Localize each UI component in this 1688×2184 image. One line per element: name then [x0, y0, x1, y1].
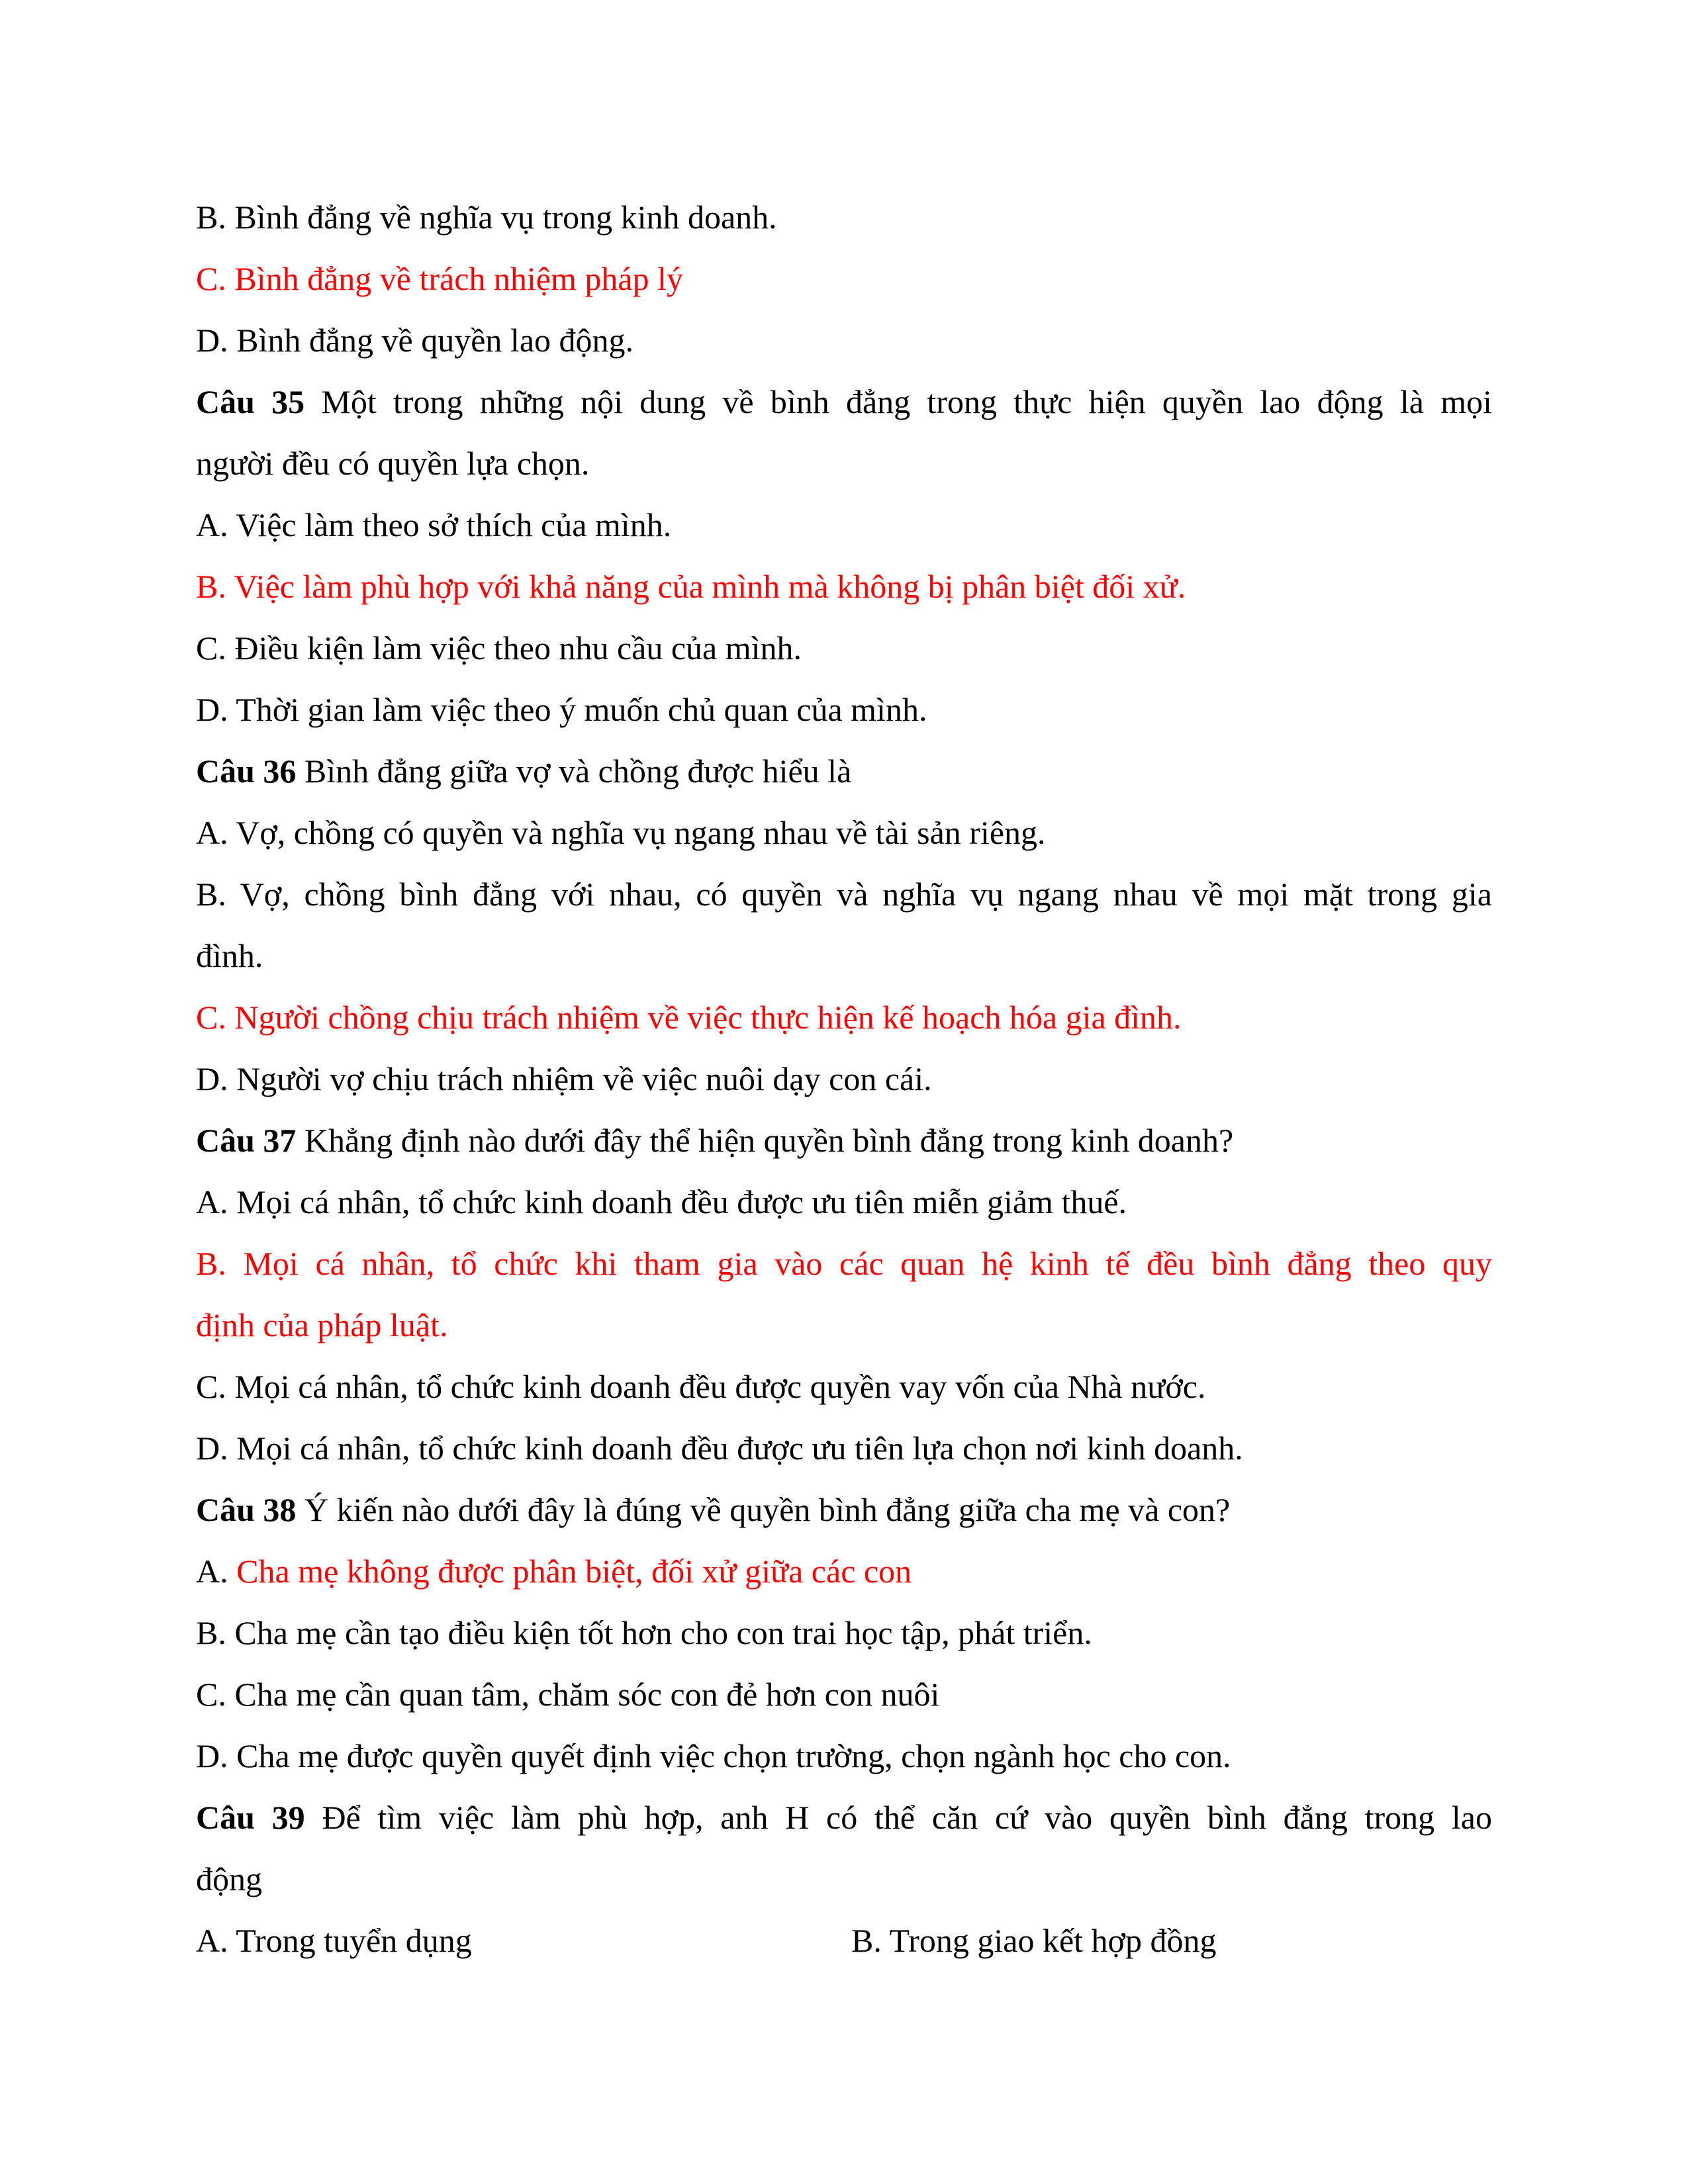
q39-options-row — [196, 1910, 1492, 1972]
q37-number: Câu 37 — [196, 1122, 297, 1159]
q37-stem — [196, 1110, 1492, 1171]
q35-option-b-answer: B. Việc làm phù hợp với khả năng của mình mà không bị phân biệt đối xử. — [196, 568, 1186, 605]
q37-option-d: D. Mọi cá nhân, tổ chức kinh doanh đều được ưu tiên lựa chọn nơi kinh doanh. — [196, 1430, 1243, 1467]
q35-number: Câu 35 — [196, 383, 305, 420]
q35-option-d: D. Thời gian làm việc theo ý muốn chủ quan của mình. — [196, 691, 927, 728]
q36-option-b-line2: đình. — [196, 937, 263, 974]
q35-stem-line2: người đều có quyền lựa chọn. — [196, 445, 590, 482]
q35-option-c: C. Điều kiện làm việc theo nhu cầu của mình. — [196, 629, 802, 666]
q37-option-a: A. Mọi cá nhân, tổ chức kinh doanh đều được ưu tiên miễn giảm thuế. — [196, 1183, 1127, 1220]
q39-stem-text: Để tìm việc làm phù hợp, anh H có thể căn cứ vào quyền bình đẳng trong lao — [305, 1799, 1492, 1836]
q36-stem-text: Bình đẳng giữa vợ và chồng được hiểu là — [296, 752, 852, 790]
q39-option-a: A. Trong tuyển dụng — [196, 1922, 472, 1959]
q35-stem-line1 — [196, 371, 1492, 433]
q35-option-a: A. Việc làm theo sở thích của mình. — [196, 506, 672, 543]
q34-option-b: B. Bình đẳng về nghĩa vụ trong kinh doanh. — [196, 199, 777, 236]
q39-number: Câu 39 — [196, 1799, 305, 1836]
q38-option-a-prefix: A. — [196, 1553, 237, 1590]
q38-number: Câu 38 — [196, 1491, 297, 1528]
q36-stem — [196, 741, 1492, 802]
q34-option-c-answer: C. Bình đẳng về trách nhiệm pháp lý — [196, 260, 683, 297]
q36-option-a: A. Vợ, chồng có quyền và nghĩa vụ ngang nhau về tài sản riêng. — [196, 814, 1046, 851]
q38-option-c: C. Cha mẹ cần quan tâm, chăm sóc con đẻ hơn con nuôi — [196, 1676, 940, 1713]
q38-option-a — [196, 1541, 1492, 1602]
q36-number: Câu 36 — [196, 752, 297, 790]
q38-option-d: D. Cha mẹ được quyền quyết định việc chọn trường, chọn ngành học cho con. — [196, 1737, 1231, 1774]
q37-stem-text: Khẳng định nào dưới đây thể hiện quyền bình đẳng trong kinh doanh? — [296, 1122, 1234, 1159]
q36-option-d: D. Người vợ chịu trách nhiệm về việc nuôi dạy con cái. — [196, 1060, 932, 1097]
q36-option-c-answer: C. Người chồng chịu trách nhiệm về việc thực hiện kế hoạch hóa gia đình. — [196, 999, 1182, 1036]
q37-option-b-answer-line2: định của pháp luật. — [196, 1306, 448, 1343]
q34-option-d: D. Bình đẳng về quyền lao động. — [196, 322, 634, 359]
q39-stem-line2: động — [196, 1860, 262, 1897]
q38-stem — [196, 1479, 1492, 1541]
q39-option-b: B. Trong giao kết hợp đồng — [851, 1922, 1217, 1959]
q37-option-c: C. Mọi cá nhân, tổ chức kinh doanh đều được quyền vay vốn của Nhà nước. — [196, 1368, 1206, 1405]
document-body — [196, 187, 1492, 1972]
q39-stem-line1 — [196, 1787, 1492, 1848]
q38-option-b: B. Cha mẹ cần tạo điều kiện tốt hơn cho con trai học tập, phát triển. — [196, 1614, 1092, 1651]
q38-option-a-answer: Cha mẹ không được phân biệt, đối xử giữa các con — [236, 1553, 912, 1590]
q36-option-b-line1: B. Vợ, chồng bình đẳng với nhau, có quyền và nghĩa vụ ngang nhau về mọi mặt trong gia — [196, 876, 1492, 913]
q35-stem-text: Một trong những nội dung về bình đẳng trong thực hiện quyền lao động là mọi — [305, 383, 1492, 420]
q38-stem-text: Ý kiến nào dưới đây là đúng về quyền bình đẳng giữa cha mẹ và con? — [296, 1491, 1231, 1528]
q37-option-b-answer-line1: B. Mọi cá nhân, tổ chức khi tham gia vào các quan hệ kinh tế đều bình đẳng theo quy — [196, 1245, 1492, 1282]
